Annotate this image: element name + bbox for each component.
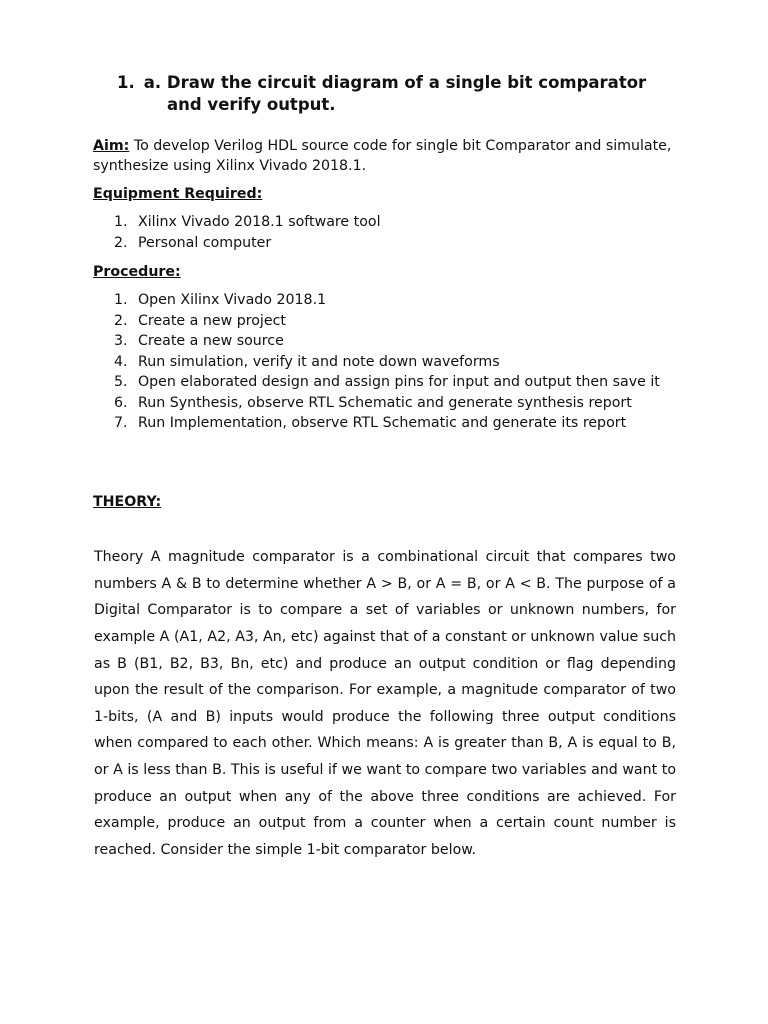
list-item-number: 3. <box>114 333 128 349</box>
heading-line-2: and verify output. <box>167 95 336 114</box>
list-item-number: 4. <box>114 353 128 370</box>
list-item-number: 2. <box>114 312 128 329</box>
aim-text: To develop Verilog HDL source code for single bit Comparator and simulate, synthesize using Xilinx Vivado 2018.1. <box>93 138 672 174</box>
list-item-text: Open elaborated design and assign pins for input and output then save it <box>138 374 660 390</box>
list-item-number: 2. <box>114 234 128 251</box>
list-item-number: 5. <box>114 374 128 390</box>
list-item <box>93 212 678 233</box>
list-item <box>93 393 678 414</box>
list-item <box>93 290 678 311</box>
theory-paragraph: Theory A magnitude comparator is a combinational circuit that compares two numbers A & B to determine whether A > B, or A = B, or A < B. The purpose of a Digital Comparator is to compare a set of variables or unknown numbers, for example A (A1, A2, A3, An, etc) against that of a constant or unknown value such as B (B1, B2, B3, Bn, etc) and produce an output condition or flag depending upon the result of the comparison. For example, a magnitude comparator of two 1-bits, (A and B) inputs would produce the following three output conditions when compared to each other. Which means: A is greater than B, A is equal to B, or A is less than B. This is useful if we want to compare two variables and want to produce an output when any of the above three conditions are achieved. For example, produce an output from a counter when a certain count number is reached. Consider the simple 1-bit comparator below. <box>94 549 676 858</box>
aim-label: Aim: <box>93 138 130 154</box>
list-item-text: Create a new source <box>138 333 284 349</box>
list-item-number: 1. <box>114 214 128 230</box>
procedure-list <box>93 290 678 434</box>
theory-title: THEORY: <box>93 494 162 510</box>
list-item <box>93 233 678 254</box>
list-item-text: Open Xilinx Vivado 2018.1 <box>138 292 327 308</box>
list-item <box>93 331 678 352</box>
aim-section <box>93 136 678 176</box>
procedure-title: Procedure: <box>93 264 181 280</box>
page-title <box>117 72 717 116</box>
list-item-text: Personal computer <box>138 234 272 251</box>
equipment-title: Equipment Required: <box>93 186 263 202</box>
list-item-text: Run simulation, verify it and note down waveforms <box>138 353 500 370</box>
equipment-heading <box>93 184 678 204</box>
list-item-text: Xilinx Vivado 2018.1 software tool <box>138 214 381 230</box>
list-item-text: Run Implementation, observe RTL Schematic and generate its report <box>138 415 627 431</box>
list-item-text: Create a new project <box>138 312 286 329</box>
heading-line-1: a. Draw the circuit diagram of a single bit comparator <box>143 73 647 92</box>
list-item-number: 6. <box>114 394 128 411</box>
list-item <box>93 413 678 434</box>
list-item <box>93 311 678 332</box>
heading-number: 1. <box>117 73 135 92</box>
procedure-heading <box>93 262 678 282</box>
list-item-number: 7. <box>114 415 128 431</box>
theory-heading <box>93 492 678 512</box>
list-item <box>93 372 678 393</box>
equipment-list <box>93 212 678 253</box>
list-item-text: Run Synthesis, observe RTL Schematic and generate synthesis report <box>138 394 632 411</box>
list-item <box>93 352 678 373</box>
list-item-number: 1. <box>114 292 128 308</box>
